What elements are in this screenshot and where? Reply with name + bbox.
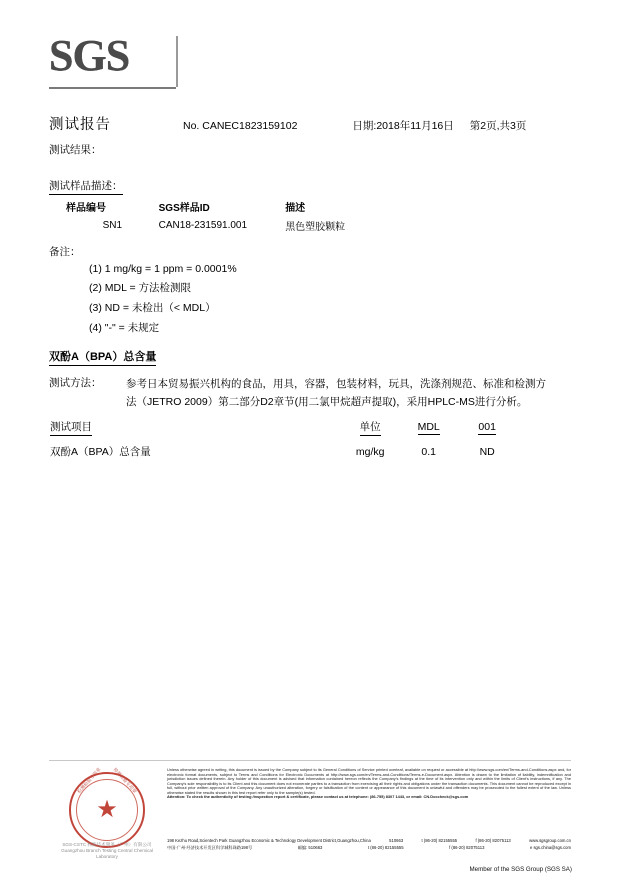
bpa-results-table <box>49 418 519 460</box>
email-cn[interactable]: e sgs.china@sgs.com <box>529 844 571 850</box>
footer-address-block <box>167 838 571 851</box>
member-of-group-line: Member of the SGS Group (SGS SA) <box>469 866 572 873</box>
legal-paragraph: Unless otherwise agreed in writing, this document is issued by the Company subject to its General Conditions of Service printed overleaf, available on request or accessible at http://www.sgs.com/en/Terms-and-Conditions.aspx and, for electronic format documents, subject to Terms and Conditions for Electronic Documents at http://www.sgs.com/en/Terms-and-Conditions/Terms-e-Document.aspx. Attention is drawn to the limitation of liability, indemnification and jurisdiction issues defined therein. Any holder of this document is advised that information contained hereon reflects the Company's findings at the time of its intervention only and within the limits of Client's instructions, if any. The Company's sole responsibility is to its Client and this document does not exonerate parties to a transaction from exercising all their rights and obligations under the transaction documents. This document cannot be reproduced except in full, without prior written approval of the Company. Any unauthorized alteration, forgery or falsification of the content or appearance of this document is unlawful and offenders may be prosecuted to the fullest extent of the law. Unless otherwise stated the results shown in this test report refer only to the sample(s) tested. <box>167 767 571 795</box>
test-method-label: 测试方法： <box>49 377 102 389</box>
sample-table <box>66 198 466 234</box>
results-label: 测试结果： <box>49 144 102 156</box>
seal-caption-line-1: SGS-CSTC 标准技术服务（广州）有限公司 <box>62 842 152 847</box>
column-header-sample-001: 001 <box>478 420 496 433</box>
fax-en: f (86-20) 82075113 <box>475 838 511 843</box>
footer-legal-text <box>167 768 571 800</box>
report-header-row <box>49 113 571 134</box>
tel-en: t (86-20) 82155555 <box>421 838 458 843</box>
table-row <box>66 217 466 234</box>
sample-description-label: 测试样品描述： <box>49 178 123 195</box>
logo-underline <box>49 87 176 89</box>
column-header-sgs-id: SGS样品ID <box>158 203 210 214</box>
table-header-row <box>49 418 519 438</box>
cell-mdl: 0.1 <box>421 445 436 458</box>
list-item: (2) MDL = 方法检测限 <box>89 282 191 294</box>
table-row <box>49 438 519 460</box>
star-icon: ★ <box>96 796 118 823</box>
sgs-logo-text: SGS <box>49 31 130 80</box>
seal-caption-line-2: Guangzhou Branch Testing Central Chemical Laboratory <box>61 848 153 859</box>
fax-cn: f (86-20) 82075113 <box>449 844 485 850</box>
report-number: No. CANEC1823159102 <box>183 120 298 132</box>
company-seal <box>55 766 159 866</box>
cell-test-item: 双酚A（BPA）总含量 <box>50 446 151 458</box>
legal-attention-line: Attention: To check the authenticity of testing /inspection report & certificate, please contact us at telephone: (86-755) 8307 1443, or email: CN.Doccheck@sgs.com <box>167 794 469 799</box>
list-item: (4) "-" = 未规定 <box>89 322 160 334</box>
column-header-description: 描述 <box>285 203 306 214</box>
method-line-2: 法（JETRO 2009）第二部分D2章节(用二氯甲烷超声提取)，采用HPLC-MS进行分析。 <box>126 396 528 408</box>
address-en: 198 Kezhu Road,Scientech Park Guangzhou Economic & Technology Development District,Guangzhou,China <box>167 838 371 843</box>
footer-divider <box>49 760 571 761</box>
remarks-label: 备注： <box>49 246 81 258</box>
remarks-list <box>89 263 237 340</box>
cell-unit: mg/kg <box>355 445 385 458</box>
cell-result-001: ND <box>479 445 495 458</box>
report-date: 日期:2018年11月16日 <box>352 120 454 132</box>
list-item: (3) ND = 未检出（< MDL） <box>89 302 216 314</box>
page-title: 测试报告 <box>49 117 111 133</box>
table-header-row <box>66 198 466 217</box>
section-heading-bpa: 双酚A（BPA）总含量 <box>49 348 156 366</box>
list-item: (1) 1 mg/kg = 1 ppm = 0.0001% <box>89 263 237 275</box>
sgs-logo <box>49 31 189 84</box>
cell-description: 黑色塑胶颗粒 <box>285 222 346 233</box>
cell-sgs-id: CAN18-231591.001 <box>158 220 248 231</box>
address-row-cn <box>167 845 571 852</box>
test-method-text <box>126 375 546 411</box>
method-line-1: 参考日本贸易振兴机构的食品，用具，容器，包装材料，玩具，洗涤剂规范、标准和检测方 <box>126 378 546 390</box>
column-header-mdl: MDL <box>417 420 440 433</box>
logo-vertical-rule <box>176 36 178 87</box>
postcode-en: 510663 <box>389 838 404 843</box>
seal-ring-text: 检测检验专用章 检测检验专用章 <box>76 766 138 795</box>
website[interactable]: www.sgsgroup.com.cn <box>529 838 571 843</box>
column-header-sample-no: 样品编号 <box>66 203 106 214</box>
cell-sample-no: SN1 <box>102 220 123 231</box>
tel-cn: t (86-20) 82155555 <box>367 844 404 850</box>
postcode-cn: 邮编: 510663 <box>297 844 323 850</box>
column-header-test-item: 测试项目 <box>49 418 338 438</box>
address-cn: 中国·广州·经济技术开发区科学城科珠路198号 <box>167 844 253 850</box>
column-header-unit: 单位 <box>338 418 402 438</box>
page-count: 第2页,共3页 <box>469 120 527 132</box>
seal-caption <box>55 842 159 860</box>
